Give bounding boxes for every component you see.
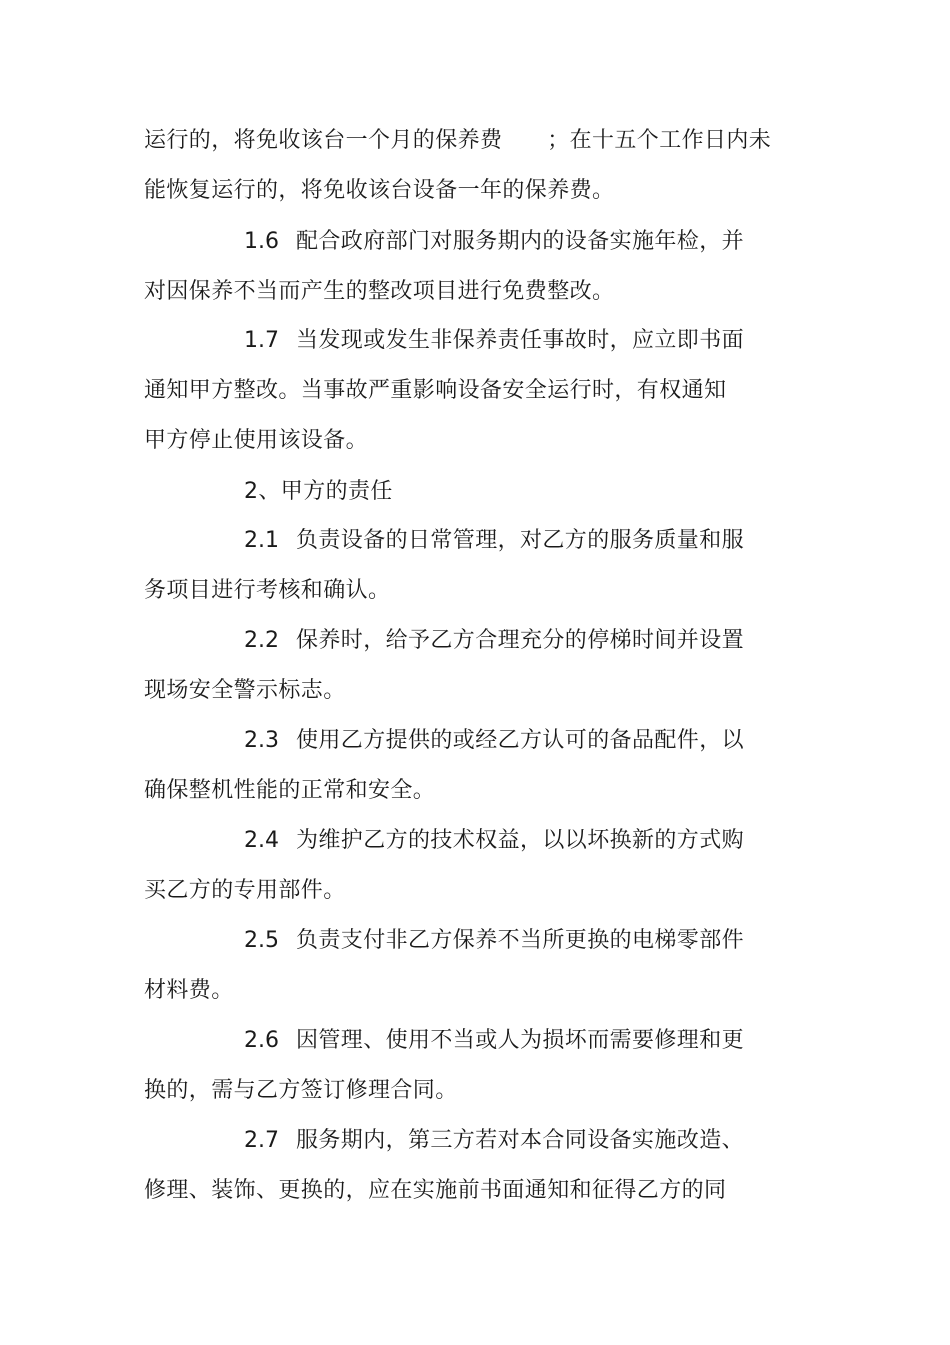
clause-text: 当发现或发生非保养责任事故时，应立即书面	[296, 328, 745, 353]
clause-text: 服务期内，第三方若对本合同设备实施改造、	[296, 1128, 745, 1153]
clause-2-3	[244, 726, 744, 756]
clause-text: 使用乙方提供的或经乙方认可的备品配件，以	[296, 728, 745, 753]
text-line: 修理、装饰、更换的，应在实施前书面通知和征得乙方的同	[144, 1178, 727, 1203]
clause-number: 2.3	[244, 728, 279, 753]
clause-text: 因管理、使用不当或人为损坏而需要修理和更	[296, 1028, 745, 1053]
text-line: 对因保养不当而产生的整改项目进行免费整改。	[144, 279, 615, 304]
clause-2-6	[244, 1026, 744, 1056]
text-line: 能恢复运行的，将免收该台设备一年的保养费。	[144, 178, 615, 203]
text-line: 甲方停止使用该设备。	[144, 428, 369, 453]
text-line: 务项目进行考核和确认。	[144, 578, 391, 603]
clause-number: 2.1	[244, 528, 279, 553]
clause-2-4	[244, 826, 744, 856]
clause-number: 2.2	[244, 628, 279, 653]
clause-number: 2.4	[244, 828, 279, 853]
clause-text: 负责设备的日常管理，对乙方的服务质量和服	[296, 528, 745, 553]
clause-2-7	[244, 1126, 744, 1156]
clause-text: 为维护乙方的技术权益，以以坏换新的方式购	[296, 828, 745, 853]
section-heading: 2、甲方的责任	[244, 479, 393, 504]
clause-1-7	[244, 326, 744, 356]
text-line: 现场安全警示标志。	[144, 678, 346, 703]
text-line: 确保整机性能的正常和安全。	[144, 778, 436, 803]
clause-number: 2.7	[244, 1128, 279, 1153]
text-line: 材料费。	[144, 978, 234, 1003]
clause-number: 1.6	[244, 229, 279, 254]
clause-number: 1.7	[244, 328, 279, 353]
text-line: 换的，需与乙方签订修理合同。	[144, 1078, 458, 1103]
clause-text: 配合政府部门对服务期内的设备实施年检，并	[296, 229, 745, 254]
clause-text: 负责支付非乙方保养不当所更换的电梯零部件	[296, 928, 745, 953]
clause-2-5	[244, 926, 744, 956]
clause-1-6	[244, 227, 744, 257]
clause-2-2	[244, 626, 744, 656]
clause-number: 2.5	[244, 928, 279, 953]
text-line: 通知甲方整改。当事故严重影响设备安全运行时，有权通知	[144, 378, 727, 403]
clause-2-1	[244, 526, 744, 556]
clause-number: 2.6	[244, 1028, 279, 1053]
text-line: 买乙方的专用部件。	[144, 878, 346, 903]
text-line: 运行的，将免收该台一个月的保养费 ；在十五个工作日内未	[144, 128, 772, 153]
clause-text: 保养时，给予乙方合理充分的停梯时间并设置	[296, 628, 745, 653]
